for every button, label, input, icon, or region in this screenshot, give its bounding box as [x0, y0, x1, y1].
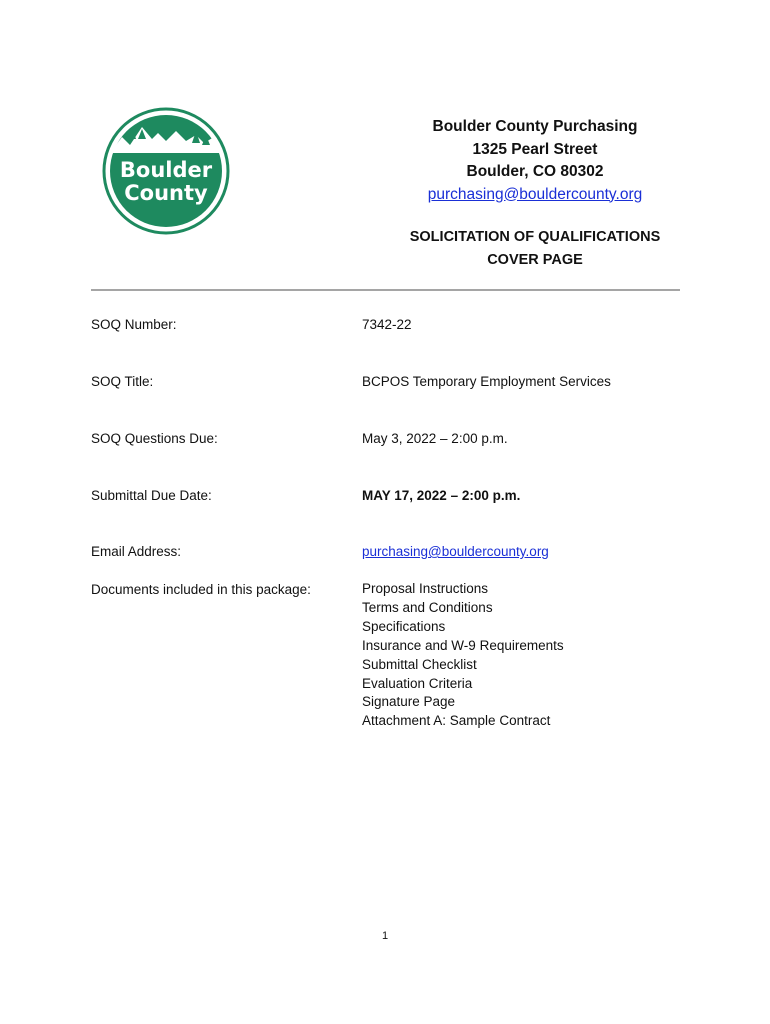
list-item: Attachment A: Sample Contract	[362, 713, 551, 729]
soq-number-label: SOQ Number:	[91, 317, 177, 332]
email-label: Email Address:	[91, 544, 182, 559]
soq-title-label: SOQ Title:	[91, 374, 154, 389]
questions-due-value: May 3, 2022 – 2:00 p.m.	[362, 431, 508, 446]
submittal-due-label: Submittal Due Date:	[91, 488, 212, 503]
list-item: Proposal Instructions	[362, 581, 489, 596]
questions-due-label: SOQ Questions Due:	[91, 431, 218, 446]
soq-number-value: 7342-22	[362, 317, 412, 332]
list-item: Signature Page	[362, 694, 456, 710]
documents-list	[362, 580, 564, 731]
list-item: Evaluation Criteria	[362, 675, 473, 691]
document-title-line2: COVER PAGE	[487, 251, 583, 268]
boulder-county-logo	[92, 97, 240, 245]
page-number: 1	[381, 930, 389, 942]
boulder-county-seal-icon	[92, 97, 240, 245]
documents-label: Documents included in this package:	[91, 582, 311, 597]
logo-text-line1: Boulder	[119, 158, 213, 182]
document-title	[390, 226, 680, 271]
org-city: Boulder, CO 80302	[466, 163, 604, 180]
list-item: Specifications	[362, 618, 446, 634]
header-email-link[interactable]: purchasing@bouldercounty.org	[427, 185, 643, 203]
submittal-due-value: MAY 17, 2022 – 2:00 p.m.	[362, 488, 521, 503]
header-block	[390, 116, 680, 271]
document-title-line1: SOLICITATION OF QUALIFICATIONS	[409, 229, 661, 245]
email-link[interactable]: purchasing@bouldercounty.org	[362, 544, 549, 559]
logo-text-line2: County	[124, 181, 208, 205]
list-item: Insurance and W-9 Requirements	[362, 637, 564, 653]
org-street: 1325 Pearl Street	[472, 140, 598, 158]
org-name: Boulder County Purchasing	[432, 118, 638, 135]
soq-title-value: BCPOS Temporary Employment Services	[362, 374, 611, 389]
list-item: Submittal Checklist	[362, 656, 477, 672]
list-item: Terms and Conditions	[362, 599, 493, 615]
horizontal-divider	[91, 289, 680, 291]
